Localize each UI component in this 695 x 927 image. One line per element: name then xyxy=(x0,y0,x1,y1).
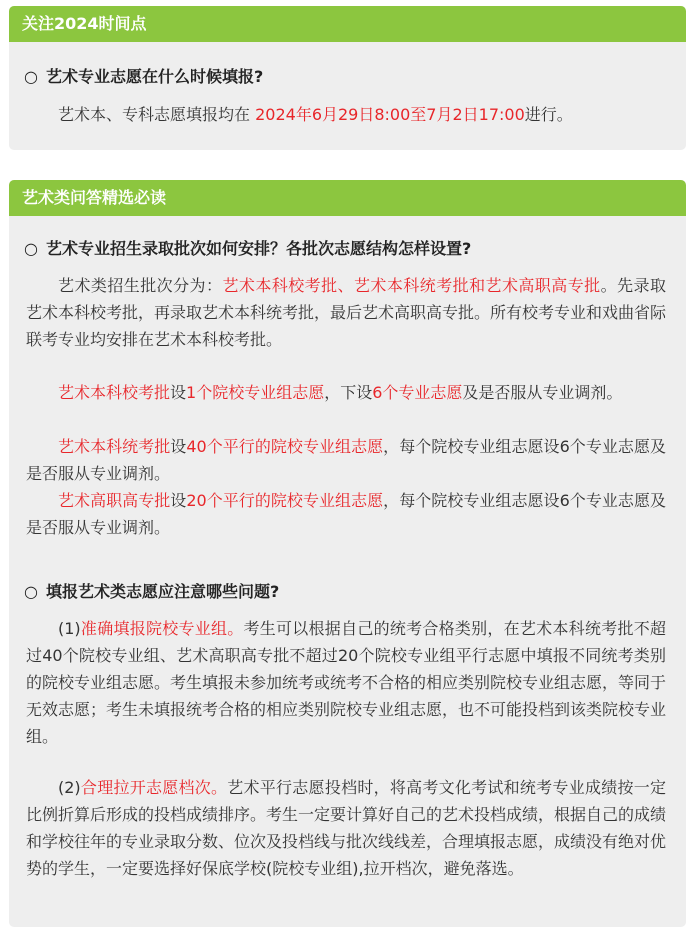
text: ，每个院校专业组志愿设6个专业志愿及是否服从专业调剂。 xyxy=(26,491,666,537)
paragraph xyxy=(9,487,686,541)
text: 艺术平行志愿投档时，将高考文化考试和统考专业成绩按一定比例折算后形成的投档成绩排序。考生一定要计算好自己的艺术投档成绩，根据自己的成绩和学校往年的专业录取分数、位次及投档线与批次线线差，合理填报志愿，成绩没有绝对优势的学生，一定要选择好保底学校(院校专业组),拉开档次，避免落选。 xyxy=(26,778,667,878)
highlight-text: 准确填报院校专业组。 xyxy=(80,619,244,638)
text: 设 xyxy=(170,383,187,402)
answer-text: 进行。 xyxy=(524,105,573,124)
text: (2) xyxy=(58,778,81,797)
question-text: 艺术专业招生录取批次如何安排？各批次志愿结构怎样设置? xyxy=(45,239,472,258)
highlight-text: 20个平行的院校专业组志愿 xyxy=(186,491,384,510)
text: 设 xyxy=(170,437,187,456)
qa-card xyxy=(9,180,686,927)
section-title: 艺术类问答精选必读 xyxy=(9,180,686,216)
text: (1) xyxy=(58,619,81,638)
date-highlight: 2024年6月29日8:00至7月2日17:00 xyxy=(255,105,525,124)
section-title: 关注2024时间点 xyxy=(9,6,686,42)
answer-paragraph xyxy=(9,101,686,128)
highlight-text: 1个院校专业组志愿 xyxy=(186,383,325,402)
bullet-icon: ○ xyxy=(24,67,38,86)
highlight-text: 艺术本科统考批 xyxy=(58,437,171,456)
text: 设 xyxy=(170,491,187,510)
question-heading xyxy=(9,65,686,89)
question-heading xyxy=(9,237,686,261)
text: 考生可以根据自己的统考合格类别，在艺术本科统考批不超过40个院校专业组、艺术高职高专批不超过20个院校专业组平行志愿中填报不同统考类别的院校专业组志愿。考生填报未参加统考或统考不合格的相应类别院校专业组志愿，等同于无效志愿；考生未填报统考合格的相应类别院校专业组志愿，也不可能投档到该类院校专业组。 xyxy=(26,619,667,746)
highlight-text: 40个平行的院校专业组志愿 xyxy=(186,437,384,456)
question-text: 艺术专业志愿在什么时候填报? xyxy=(45,67,264,86)
paragraph xyxy=(9,272,686,353)
highlight-text: 艺术本科校考批、艺术本科统考批和艺术高职高专批 xyxy=(222,276,601,295)
text: 艺术类招生批次分为： xyxy=(58,276,223,295)
timepoint-card xyxy=(9,6,686,150)
paragraph xyxy=(9,774,686,882)
text: 。先录取艺术本科校考批，再录取艺术本科统考批，最后艺术高职高专批。所有校考专业和戏曲省际联考专业均安排在艺术本科校考批。 xyxy=(26,276,667,349)
highlight-text: 艺术高职高专批 xyxy=(58,491,171,510)
paragraph xyxy=(9,379,686,406)
text: 及是否服从专业调剂。 xyxy=(462,383,623,402)
highlight-text: 艺术本科校考批 xyxy=(58,383,171,402)
bullet-icon: ○ xyxy=(24,582,38,601)
paragraph xyxy=(9,615,686,750)
text: ，下设 xyxy=(324,383,373,402)
highlight-text: 合理拉开志愿档次。 xyxy=(80,778,228,797)
paragraph xyxy=(9,433,686,487)
answer-text: 艺术本、专科志愿填报均在 xyxy=(58,105,256,124)
question-heading xyxy=(9,580,686,604)
bullet-icon: ○ xyxy=(24,239,38,258)
question-text: 填报艺术类志愿应注意哪些问题? xyxy=(45,582,280,601)
text: ，每个院校专业组志愿设6个专业志愿及是否服从专业调剂。 xyxy=(26,437,666,483)
highlight-text: 6个专业志愿 xyxy=(372,383,463,402)
